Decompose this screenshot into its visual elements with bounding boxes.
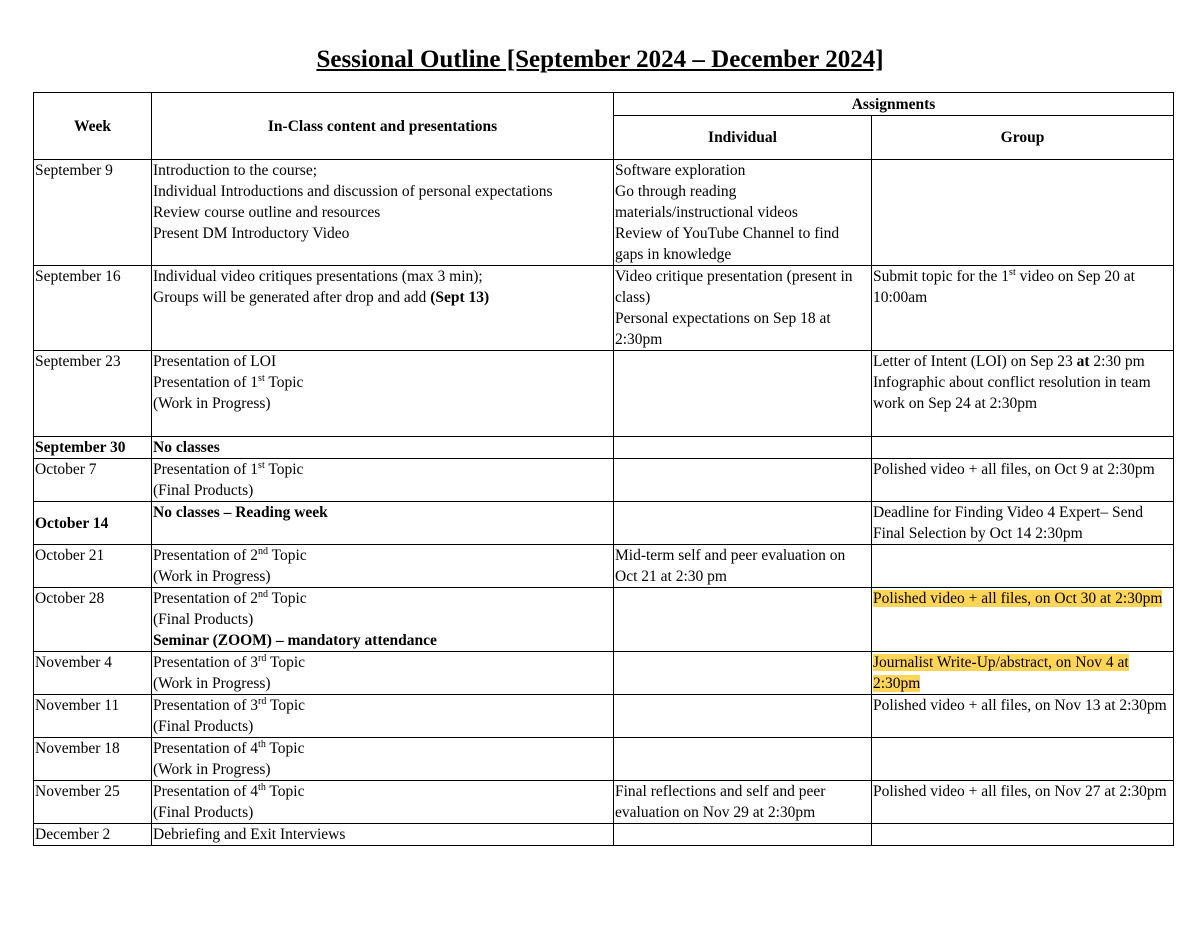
- group-cell: Polished video + all files, on Nov 13 at 2:30pm: [872, 695, 1174, 738]
- group-cell: Submit topic for the 1st video on Sep 20 at 10:00am: [872, 266, 1174, 351]
- header-individual: Individual: [614, 116, 872, 160]
- group-cell: Polished video + all files, on Oct 9 at 2:30pm: [872, 459, 1174, 502]
- individual-cell: [614, 695, 872, 738]
- content-cell: Presentation of 2nd Topic (Work in Progress): [152, 545, 614, 588]
- content-cell: No classes – Reading week: [152, 502, 614, 545]
- sessional-outline-table: [33, 92, 1174, 846]
- group-cell: [872, 437, 1174, 459]
- week-cell: October 21: [34, 545, 152, 588]
- table-row: [34, 266, 1174, 351]
- highlighted-deadline: Polished video + all files, on Oct 30 at 2:30pm: [873, 590, 1163, 607]
- header-group: Group: [872, 116, 1174, 160]
- week-cell: September 30: [34, 437, 152, 459]
- individual-cell: Video critique presentation (present in class) Personal expectations on Sep 18 at 2:30pm: [614, 266, 872, 351]
- table-row: [34, 652, 1174, 695]
- content-cell: Presentation of 4th Topic (Final Products): [152, 781, 614, 824]
- table-row: [34, 738, 1174, 781]
- individual-cell: [614, 824, 872, 846]
- week-cell: November 18: [34, 738, 152, 781]
- individual-cell: Final reflections and self and peer evaluation on Nov 29 at 2:30pm: [614, 781, 872, 824]
- header-content: In-Class content and presentations: [152, 93, 614, 160]
- week-cell: November 4: [34, 652, 152, 695]
- content-cell: Presentation of LOI Presentation of 1st Topic (Work in Progress): [152, 351, 614, 437]
- content-cell: Presentation of 2nd Topic (Final Products) Seminar (ZOOM) – mandatory attendance: [152, 588, 614, 652]
- content-cell: Introduction to the course; Individual Introductions and discussion of personal expectations Review course outline and resources Present DM Introductory Video: [152, 160, 614, 266]
- group-cell: [872, 588, 1174, 652]
- highlighted-deadline: Journalist Write-Up/abstract, on Nov 4 at 2:30pm: [873, 654, 1129, 692]
- group-cell: [872, 824, 1174, 846]
- individual-cell: [614, 437, 872, 459]
- content-cell: Presentation of 1st Topic (Final Products): [152, 459, 614, 502]
- week-cell: November 11: [34, 695, 152, 738]
- week-cell: November 25: [34, 781, 152, 824]
- individual-cell: [614, 652, 872, 695]
- table-row: [34, 502, 1174, 545]
- individual-cell: Mid-term self and peer evaluation on Oct 21 at 2:30 pm: [614, 545, 872, 588]
- table-row: [34, 824, 1174, 846]
- content-cell: Presentation of 4th Topic (Work in Progress): [152, 738, 614, 781]
- individual-cell: [614, 502, 872, 545]
- table-row: [34, 588, 1174, 652]
- week-cell: October 14: [34, 502, 152, 545]
- table-row: [34, 459, 1174, 502]
- table-row: [34, 695, 1174, 738]
- group-cell: [872, 545, 1174, 588]
- group-cell: [872, 738, 1174, 781]
- week-cell: September 16: [34, 266, 152, 351]
- individual-cell: [614, 459, 872, 502]
- content-cell: Individual video critiques presentations (max 3 min); Groups will be generated after drop and add (Sept 13): [152, 266, 614, 351]
- header-week: Week: [34, 93, 152, 160]
- individual-cell: [614, 738, 872, 781]
- week-cell: September 9: [34, 160, 152, 266]
- group-cell: Deadline for Finding Video 4 Expert– Send Final Selection by Oct 14 2:30pm: [872, 502, 1174, 545]
- week-cell: October 7: [34, 459, 152, 502]
- page-title: Sessional Outline [September 2024 – December 2024]: [316, 46, 884, 73]
- table-row: [34, 545, 1174, 588]
- table-row: [34, 437, 1174, 459]
- individual-cell: [614, 351, 872, 437]
- content-cell: Debriefing and Exit Interviews: [152, 824, 614, 846]
- individual-cell: Software exploration Go through reading materials/instructional videos Review of YouTube Channel to find gaps in knowledge: [614, 160, 872, 266]
- group-cell: Polished video + all files, on Nov 27 at 2:30pm: [872, 781, 1174, 824]
- group-cell: [872, 160, 1174, 266]
- content-cell: No classes: [152, 437, 614, 459]
- header-row: [34, 93, 1174, 116]
- table-row: [34, 351, 1174, 437]
- table-row: [34, 781, 1174, 824]
- week-cell: October 28: [34, 588, 152, 652]
- header-assignments: Assignments: [614, 93, 1174, 116]
- table-row: [34, 160, 1174, 266]
- week-cell: September 23: [34, 351, 152, 437]
- content-cell: Presentation of 3rd Topic (Final Products): [152, 695, 614, 738]
- individual-cell: [614, 588, 872, 652]
- content-cell: Presentation of 3rd Topic (Work in Progress): [152, 652, 614, 695]
- group-cell: [872, 652, 1174, 695]
- group-cell: Letter of Intent (LOI) on Sep 23 at 2:30 pm Infographic about conflict resolution in team work on Sep 24 at 2:30pm: [872, 351, 1174, 437]
- week-cell: December 2: [34, 824, 152, 846]
